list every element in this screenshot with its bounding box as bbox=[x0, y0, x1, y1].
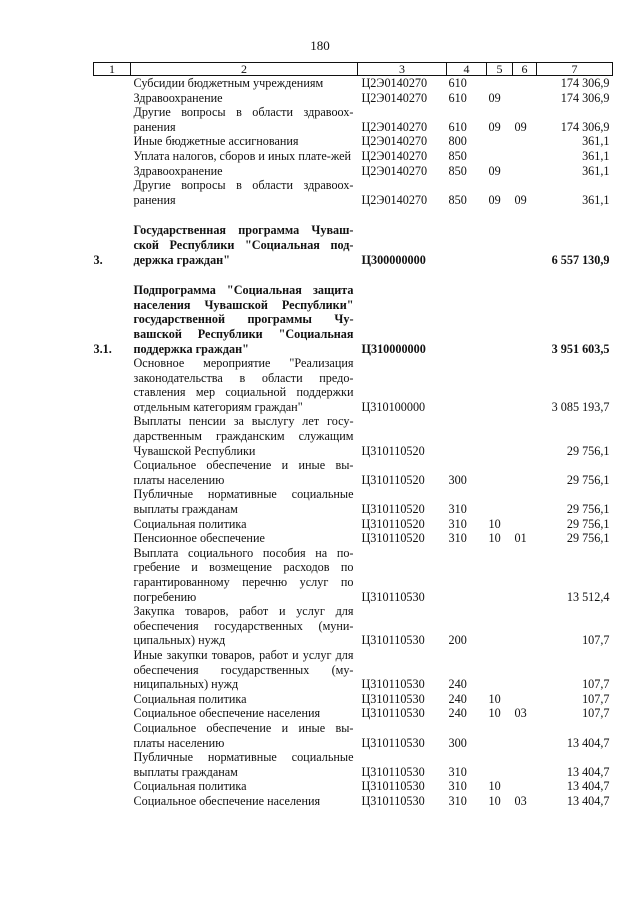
row-section bbox=[487, 648, 513, 692]
row-subsection bbox=[513, 283, 537, 356]
table-row bbox=[94, 692, 613, 707]
row-subsection: 03 bbox=[514, 706, 527, 721]
table-row bbox=[94, 458, 613, 487]
row-subsection: 09 bbox=[514, 192, 527, 207]
row-name: Государственная программа Чуваш-ской Республики "Социальная под-держка граждан" bbox=[133, 223, 354, 267]
row-amount: 3 951 603,5 bbox=[551, 341, 610, 356]
row-code: Ц310110530 bbox=[361, 793, 425, 808]
row-section bbox=[487, 721, 513, 750]
row-name: Социальное обеспечение и иные вы-платы населению bbox=[133, 720, 354, 750]
row-expense-type: 240 bbox=[448, 691, 467, 706]
row-name: Публичные нормативные социальные выплаты гражданам bbox=[133, 750, 354, 779]
row-expense-type: 310 bbox=[448, 793, 467, 808]
row-subsection bbox=[513, 134, 537, 149]
row-code: Ц310110530 bbox=[361, 735, 425, 750]
row-section bbox=[487, 414, 513, 458]
table-row bbox=[94, 517, 613, 532]
row-section: 10 bbox=[488, 516, 501, 531]
row-subsection bbox=[513, 721, 537, 750]
row-code: Ц310110530 bbox=[361, 779, 425, 794]
row-code: Ц310110520 bbox=[361, 472, 425, 487]
row-code: Ц2Э0140270 bbox=[361, 119, 428, 134]
spacer-row bbox=[94, 207, 613, 223]
row-amount: 3 085 193,7 bbox=[551, 399, 610, 414]
header-cell: 6 bbox=[513, 63, 537, 76]
row-amount: 107,7 bbox=[582, 633, 610, 648]
row-expense-type: 800 bbox=[448, 134, 467, 149]
row-number: 3.1. bbox=[93, 341, 112, 356]
header-cell: 4 bbox=[447, 63, 487, 76]
row-code: Ц310110530 bbox=[361, 589, 425, 604]
row-name: Уплата налогов, сборов и иных плате-жей bbox=[133, 148, 352, 163]
row-subsection bbox=[513, 458, 537, 487]
row-code: Ц2Э0140270 bbox=[361, 76, 428, 90]
row-expense-type: 610 bbox=[448, 90, 467, 105]
row-name: Иные закупки товаров, работ и услуг для обеспечения государственных (му-ниципальных) нужд bbox=[133, 647, 354, 692]
table-row bbox=[94, 779, 613, 794]
row-number bbox=[94, 648, 131, 692]
row-amount: 6 557 130,9 bbox=[551, 252, 610, 267]
row-subsection bbox=[513, 604, 537, 648]
row-subsection bbox=[513, 750, 537, 779]
row-expense-type bbox=[447, 223, 487, 267]
row-code: Ц310110520 bbox=[361, 502, 425, 517]
row-amount: 361,1 bbox=[582, 134, 610, 149]
row-number bbox=[94, 149, 131, 164]
row-amount: 107,7 bbox=[582, 691, 610, 706]
row-name: Здравоохранение bbox=[133, 90, 223, 105]
row-name: Другие вопросы в области здравоох-ранения bbox=[133, 105, 354, 134]
row-subsection bbox=[513, 414, 537, 458]
row-expense-type bbox=[447, 356, 487, 414]
row-number bbox=[94, 414, 131, 458]
header-cell: 7 bbox=[537, 63, 613, 76]
row-amount: 13 512,4 bbox=[566, 589, 610, 604]
row-number bbox=[94, 692, 131, 707]
row-section: 10 bbox=[488, 779, 501, 794]
row-number: 3. bbox=[93, 252, 103, 267]
row-expense-type: 300 bbox=[448, 472, 467, 487]
table-row bbox=[94, 283, 613, 356]
table-header bbox=[94, 63, 613, 76]
row-amount: 13 404,7 bbox=[566, 779, 610, 794]
row-expense-type: 310 bbox=[448, 516, 467, 531]
row-amount: 29 756,1 bbox=[566, 443, 610, 458]
row-name: Пенсионное обеспечение bbox=[133, 531, 265, 546]
row-name: Выплаты пенсии за выслугу лет госу-дарственным гражданским служащим Чувашской Республики bbox=[133, 414, 354, 458]
row-amount: 13 404,7 bbox=[566, 764, 610, 779]
row-number bbox=[94, 134, 131, 149]
row-expense-type: 850 bbox=[448, 148, 467, 163]
row-subsection bbox=[513, 692, 537, 707]
table-row bbox=[94, 721, 613, 750]
row-name: Здравоохранение bbox=[133, 163, 223, 178]
row-expense-type: 240 bbox=[448, 677, 467, 692]
row-amount: 29 756,1 bbox=[566, 531, 610, 546]
row-number bbox=[94, 721, 131, 750]
row-amount: 13 404,7 bbox=[566, 735, 610, 750]
row-code: Ц2Э0140270 bbox=[361, 148, 428, 163]
row-subsection: 09 bbox=[514, 119, 527, 134]
table-row bbox=[94, 706, 613, 721]
table-row bbox=[94, 76, 613, 91]
row-code: Ц310110520 bbox=[361, 531, 425, 546]
row-section bbox=[487, 487, 513, 516]
row-name: Социальная политика bbox=[133, 691, 247, 706]
row-amount: 29 756,1 bbox=[566, 472, 610, 487]
row-number bbox=[94, 604, 131, 648]
table-row bbox=[94, 149, 613, 164]
table-row bbox=[94, 356, 613, 414]
row-amount: 107,7 bbox=[582, 706, 610, 721]
row-expense-type bbox=[447, 546, 487, 604]
row-expense-type bbox=[447, 414, 487, 458]
row-subsection bbox=[513, 779, 537, 794]
row-amount: 361,1 bbox=[582, 163, 610, 178]
row-expense-type: 610 bbox=[448, 119, 467, 134]
row-expense-type: 610 bbox=[448, 76, 467, 90]
table-row bbox=[94, 487, 613, 516]
row-section bbox=[487, 134, 513, 149]
row-amount: 361,1 bbox=[582, 148, 610, 163]
row-subsection bbox=[513, 356, 537, 414]
row-section: 10 bbox=[488, 793, 501, 808]
row-section: 09 bbox=[488, 163, 501, 178]
row-subsection bbox=[513, 487, 537, 516]
row-number bbox=[94, 356, 131, 414]
row-name: Закупка товаров, работ и услуг для обеспечения государственных (муни-ципальных) нужд bbox=[133, 604, 354, 648]
row-code: Ц310110520 bbox=[361, 516, 425, 531]
row-number bbox=[94, 91, 131, 106]
row-expense-type: 850 bbox=[448, 192, 467, 207]
row-section: 09 bbox=[488, 192, 501, 207]
table-row bbox=[94, 648, 613, 692]
header-cell: 5 bbox=[487, 63, 513, 76]
row-amount: 29 756,1 bbox=[566, 516, 610, 531]
row-expense-type: 850 bbox=[448, 163, 467, 178]
row-amount: 174 306,9 bbox=[560, 90, 610, 105]
row-expense-type bbox=[447, 283, 487, 356]
row-number bbox=[94, 164, 131, 179]
header-cell: 2 bbox=[131, 63, 358, 76]
row-subsection bbox=[513, 223, 537, 267]
row-number bbox=[94, 76, 131, 91]
header-cell: 1 bbox=[94, 63, 131, 76]
table-body bbox=[94, 76, 613, 809]
row-name: Подпрограмма "Социальная защита населения Чувашской Республики" государственной программы Чу-вашской Республики "Социальная поддержка граждан" bbox=[133, 283, 354, 356]
row-expense-type: 310 bbox=[448, 531, 467, 546]
row-number bbox=[94, 706, 131, 721]
row-section bbox=[487, 356, 513, 414]
row-section bbox=[487, 750, 513, 779]
row-name: Публичные нормативные социальные выплаты гражданам bbox=[133, 487, 354, 517]
spacer-row bbox=[94, 267, 613, 283]
budget-table bbox=[93, 62, 613, 809]
row-code: Ц2Э0140270 bbox=[361, 163, 428, 178]
row-subsection bbox=[513, 546, 537, 604]
row-name: Основное мероприятие "Реализация законодательства в области предо-ставления мер социальной поддержки отдельным категориям граждан" bbox=[133, 356, 354, 414]
table-row bbox=[94, 604, 613, 648]
row-expense-type: 310 bbox=[448, 779, 467, 794]
row-code: Ц310110520 bbox=[361, 443, 425, 458]
row-name: Социальная политика bbox=[133, 516, 247, 531]
row-code: Ц310110530 bbox=[361, 691, 425, 706]
row-expense-type: 300 bbox=[448, 735, 467, 750]
header-row bbox=[94, 63, 613, 76]
row-subsection bbox=[513, 164, 537, 179]
table-row bbox=[94, 414, 613, 458]
row-number bbox=[94, 531, 131, 546]
row-name: Субсидии бюджетным учреждениям bbox=[133, 76, 324, 90]
page-number: 180 bbox=[310, 38, 330, 53]
row-name: Социальная политика bbox=[133, 779, 247, 794]
row-number bbox=[94, 794, 131, 809]
row-code: Ц2Э0140270 bbox=[361, 192, 428, 207]
row-section bbox=[487, 76, 513, 91]
row-code: Ц310110530 bbox=[361, 706, 425, 721]
row-name: Социальное обеспечение населения bbox=[133, 793, 321, 808]
row-section bbox=[487, 283, 513, 356]
row-number bbox=[94, 750, 131, 779]
row-code: Ц2Э0140270 bbox=[361, 134, 428, 149]
table-row bbox=[94, 134, 613, 149]
row-section: 09 bbox=[488, 119, 501, 134]
row-name: Иные бюджетные ассигнования bbox=[133, 134, 299, 149]
row-code: Ц310110530 bbox=[361, 764, 425, 779]
table-row bbox=[94, 164, 613, 179]
row-code: Ц2Э0140270 bbox=[361, 90, 428, 105]
row-code: Ц310110530 bbox=[361, 677, 425, 692]
table-row bbox=[94, 105, 613, 134]
table-row bbox=[94, 531, 613, 546]
row-amount: 107,7 bbox=[582, 677, 610, 692]
row-subsection: 03 bbox=[514, 793, 527, 808]
row-name: Выплата социального пособия на по-гребение и возмещение расходов по гарантированному перечню услуг по погребению bbox=[133, 545, 354, 604]
table-row bbox=[94, 91, 613, 106]
row-section bbox=[487, 546, 513, 604]
row-name: Социальное обеспечение населения bbox=[133, 706, 321, 721]
row-amount: 174 306,9 bbox=[560, 119, 610, 134]
row-amount: 174 306,9 bbox=[560, 76, 610, 90]
row-subsection bbox=[513, 76, 537, 91]
row-section: 10 bbox=[488, 706, 501, 721]
row-section: 09 bbox=[488, 90, 501, 105]
row-subsection bbox=[513, 149, 537, 164]
row-code: Ц310110530 bbox=[361, 633, 425, 648]
row-subsection bbox=[513, 517, 537, 532]
table-row bbox=[94, 546, 613, 604]
row-section bbox=[487, 604, 513, 648]
table-row bbox=[94, 794, 613, 809]
row-number bbox=[94, 546, 131, 604]
row-number bbox=[94, 105, 131, 134]
row-name: Другие вопросы в области здравоох-ранения bbox=[133, 178, 354, 207]
row-number bbox=[94, 178, 131, 207]
row-amount: 13 404,7 bbox=[566, 793, 610, 808]
spacer-cell bbox=[94, 267, 613, 283]
row-section: 10 bbox=[488, 531, 501, 546]
row-section bbox=[487, 458, 513, 487]
row-subsection bbox=[513, 648, 537, 692]
table-row bbox=[94, 178, 613, 207]
row-code: Ц310100000 bbox=[361, 399, 426, 414]
row-section bbox=[487, 223, 513, 267]
row-code: Ц310000000 bbox=[361, 341, 426, 356]
row-number bbox=[94, 487, 131, 516]
row-code: Ц300000000 bbox=[361, 252, 426, 267]
row-amount: 361,1 bbox=[582, 192, 610, 207]
table-row bbox=[94, 750, 613, 779]
spacer-cell bbox=[94, 207, 613, 223]
row-expense-type: 200 bbox=[448, 633, 467, 648]
row-number bbox=[94, 779, 131, 794]
row-name: Социальное обеспечение и иные вы-платы населению bbox=[133, 458, 354, 487]
row-section bbox=[487, 149, 513, 164]
row-number bbox=[94, 458, 131, 487]
row-subsection bbox=[513, 91, 537, 106]
table-row bbox=[94, 223, 613, 267]
row-amount: 29 756,1 bbox=[566, 502, 610, 517]
row-section: 10 bbox=[488, 691, 501, 706]
row-expense-type: 310 bbox=[448, 502, 467, 517]
row-subsection: 01 bbox=[514, 531, 527, 546]
row-number bbox=[94, 517, 131, 532]
row-expense-type: 240 bbox=[448, 706, 467, 721]
row-expense-type: 310 bbox=[448, 764, 467, 779]
header-cell: 3 bbox=[358, 63, 447, 76]
